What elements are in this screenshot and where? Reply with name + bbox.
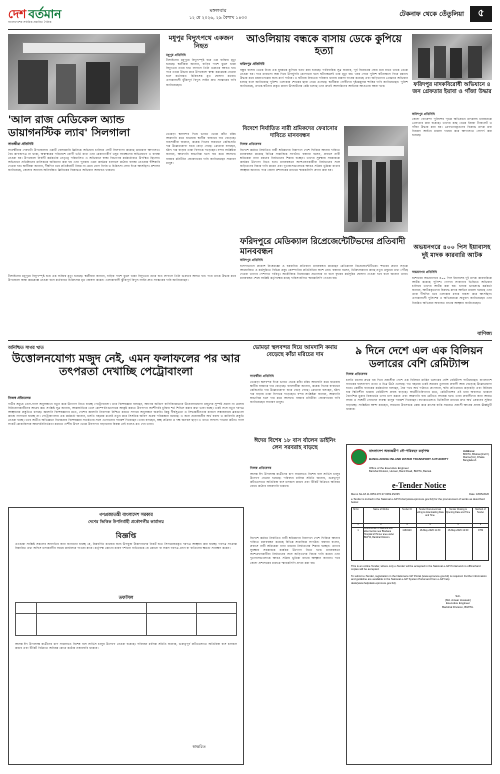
arrest-photo <box>412 34 492 80</box>
biwta-col-works: Name of Works <box>373 509 389 511</box>
power-headline: মধুপুর বিদ্যুৎপথে একজন নিহত <box>168 34 234 50</box>
yaba-body: যশোরের অভয়নগরে ৪০০ পিস ইয়াবাসহ দুই মাদক কারবারিকে আটক করেছে পুলিশ। গোপন সংবাদের ভিত্তিতে অভিযান চালিয়ে তাদের আটক করা হয়। থানার ভারপ্রাপ্ত কর্মকর্তা জানান, আটককৃতদের বিরুদ্ধে মাদক আইনে মামলা হয়েছে এবং তারা দীর্ঘদিন ধরে এলাকায় মাদক ব্যবসা করে আসছিল। এলাকাবাসী পুলিশের এ অভিযানকে সাধুবাদ জানিয়েছেন এবং নিয়মিত অভিযান অব্যাহত রাখার আহ্বান জানিয়েছেন। <box>412 276 492 305</box>
biwta-header-bn: বাংলাদেশ অভ্যন্তরীণ নৌ-পরিবহন কর্তৃপক্ষ <box>369 449 430 453</box>
humanchain-byline: নিজস্ব প্রতিবেদক <box>240 142 262 146</box>
tender-bn-table-title: তফসিল <box>118 596 134 601</box>
section-tag: বাণিজ্য <box>477 331 492 337</box>
masthead-date: ১২ মে ২০২৬, ২৯ বৈশাখ ১৪৩৩ <box>189 16 247 21</box>
masthead-logo-part1: দেশ <box>8 7 27 21</box>
masthead <box>8 6 492 28</box>
biwta-row-closing: 18-May-2026 12:00 <box>447 529 469 532</box>
biwta-sd: Sd/- <box>455 594 461 598</box>
jatri-body: আসন্ন ঈদ উপলক্ষে যাত্রীদের চাপ সামলাতে বিশেষ বাস সার্ভিস চালুর উদ্যোগ নেওয়া হয়েছে। পরিবহন মালিক সমিতি জানায়, গুরুত্বপূর্ণ রুটগুলোতে অতিরিক্ত বাস চলাচল করবে এবং টিকিট বিক্রিতে অনিয়ম রোধে কঠোর নজরদারি থাকবে। <box>250 472 340 489</box>
masthead-section: টেকনাফ থেকে তেঁতুলিয়া <box>399 10 464 18</box>
hospital-body-continued: ভোমড়া স্থলবন্দর দিয়ে ভারত থেকে কাঁচা মরিচ আমদানি কমে যাওয়ায় স্থানীয় বাজারে দাম বেড়েছে। ব্যবসায়ীরা জানান, কয়েক দিনের ব্যবধানে কেজিপ্রতি দাম উল্লেখযোগ্য হারে বেড়ে গেছে। ক্রেতারা বলছেন, হঠাৎ দাম বাড়ায় তারা বিপাকে পড়েছেন। বন্দর সংশ্লিষ্টরা জানান, আমদানি স্বাভাবিক হলে দাম কমে আসবে। বাজার মনিটরিং জোরদারের দাবি জানিয়েছেন সাধারণ মানুষ। <box>166 132 236 165</box>
biwta-colnum-1: 1 <box>357 523 359 526</box>
biwta-colnum-4: 4 <box>429 523 431 526</box>
arrest-byline: ফরিদপুর প্রতিনিধি <box>412 112 435 116</box>
middle-column-filler: বিদেশে কর্মরত নির্যাতিত নারী শ্রমিকদের নিরাপদে দেশে ফিরিয়ে আনার দাবিতে মানববন্ধন করেছে বিভিন্ন সামাজিক সংগঠন। বক্তারা বলেন, প্রবাসে নারী শ্রমিকেরা নানা ধরনের নির্যাতনের শিকার হচ্ছেন। তাদের সুরক্ষায় সরকারকে কার্যকর উদ্যোগ নিতে হবে। মানববন্ধনে অংশগ্রহণকারীরা নির্যাতনের সঙ্গে জড়িতদের বিচার দাবি করেন এবং দূতাবাসগুলোকে আরও সক্রিয় ভূমিকা রাখার আহ্বান জানান। পরে জেলা প্রশাসকের মাধ্যমে স্মারকলিপি প্রদান করা হয়। <box>250 536 340 565</box>
biwta-date: Date: 18/05/2026 <box>469 493 489 496</box>
biwta-intro: e-Tender is invited in the National e-GP Portal (www.eprocure.gov.bd) for the procurement of works as described below: <box>351 498 485 505</box>
remittance-headline: ৯ দিনে দেশে এল এক বিলিয়ন ডলারের বেশি রেমিট্যান্স <box>355 345 483 370</box>
murder-body: বন্ধুর বাসায় ডেকে নিয়ে এক যুবককে কুপিয়ে হত্যা করা হয়েছে। পারিবারিক সূত্র জানায়, পূর্ব বিরোধের জের ধরে রাতে তাকে ডেকে নেওয়া হয়। পরে ধারালো অস্ত্র দিয়ে উপর্যুপরি কোপানো হলে ঘটনাস্থলেই তার মৃত্যু হয়। খবর পেয়ে পুলিশ ঘটনাস্থলে গিয়ে মরদেহ উদ্ধার করে ময়নাতদন্তের জন্য মর্গে পাঠায়। এ ঘটনায় নিহতের পরিবার থানায় মামলা দায়ের করেছে এবং জড়িতদের গ্রেপ্তারে অভিযান চলছে বলে জানিয়েছে পুলিশ। এলাকায় শোকের ছায়া নেমে এসেছে। স্থানীয়রা দোষীদের দৃষ্টান্তমূলক শাস্তির দাবি জানিয়েছেন। পুলিশ জানিয়েছে, তদন্তে ঘটনার প্রকৃত কারণ উদঘাটনের চেষ্টা চলছে এবং দ্রুতই আসামিদের আইনের আওতায় আনা হবে। <box>240 68 408 89</box>
biwta-notice <box>346 444 492 765</box>
biwta-col-id: Tender ID <box>402 509 412 511</box>
page-number-box <box>470 6 492 22</box>
biwta-col-closing: Tender Closing & Opening Date and Time <box>445 509 471 514</box>
tender-bn-table <box>15 602 237 636</box>
tender-bn-signature: স্বাক্ষরিত <box>192 744 206 749</box>
biwta-title: e-Tender Notice <box>392 481 446 490</box>
hospital-body: সাতক্ষীরার দেবহাটা উপজেলায় একটি বেসরকারি ক্লিনিকে অভিযান চালিয়ে সেটি সিলগালা করেছে ভ্রাম্যমাণ আদালত। বৈধ কাগজপত্র না থাকা, অস্বাস্থ্যকর পরিবেশে রোগী ভর্তি রাখা এবং মেয়াদোত্তীর্ণ ওষুধ সংরক্ষণের অভিযোগে এ ব্যবস্থা নেওয়া হয়। উপজেলা নির্বাহী কর্মকর্তার নেতৃত্বে পরিচালিত এ অভিযানে স্বাস্থ্য বিভাগের কর্মকর্তারাও উপস্থিত ছিলেন। অভিযানে প্রতিষ্ঠানের মালিককে জরিমানা করা হয় এবং পুনরায় এমন কার্যক্রম চালালে কঠোর ব্যবস্থা নেওয়ার হুঁশিয়ারি দেওয়া হয়। স্থানীয়রা জানান, দীর্ঘদিন ধরে প্রতিষ্ঠানটি নিয়ম না মেনে রোগ নির্ণয় ও চিকিৎসা সেবা দিয়ে আসছিল। প্রশাসন জানিয়েছে, জেলার অন্যান্য অনিবন্ধিত ক্লিনিকের বিরুদ্ধেও অভিযান অব্যাহত থাকবে। <box>8 148 160 173</box>
tender-bn-org: গণপ্রজাতন্ত্রী বাংলাদেশ সরকার <box>99 513 153 518</box>
tender-bn-title: বিজ্ঞপ্তি <box>115 532 137 540</box>
hospital-headline: 'আল রাজ মেডিকেল অ্যান্ড ডায়াগনস্টিক ল্যাব' সিলগালা <box>8 114 130 139</box>
humanchain-body: বিদেশে কর্মরত নির্যাতিত নারী শ্রমিকদের নিরাপদে দেশে ফিরিয়ে আনার দাবিতে মানববন্ধন করেছে বিভিন্ন সামাজিক সংগঠন। বক্তারা বলেন, প্রবাসে নারী শ্রমিকেরা নানা ধরনের নির্যাতনের শিকার হচ্ছেন। তাদের সুরক্ষায় সরকারকে কার্যকর উদ্যোগ নিতে হবে। মানববন্ধনে অংশগ্রহণকারীরা নির্যাতনের সঙ্গে জড়িতদের বিচার দাবি করেন এবং দূতাবাসগুলোকে আরও সক্রিয় ভূমিকা রাখার আহ্বান জানান। পরে জেলা প্রশাসকের মাধ্যমে স্মারকলিপি প্রদান করা হয়। <box>240 148 340 173</box>
biwta-colnum-2: 2 <box>380 523 382 526</box>
humanchain-photo <box>344 126 408 232</box>
biwta-header-en: BANGLADESH INLAND WATER TRANSPORT AUTHORITY <box>369 457 449 461</box>
biwta-colnum-5: 5 <box>457 523 459 526</box>
tender-bn-body: এতদ্বারা সংশ্লিষ্ট সকলের অবগতির জন্য জানানো যাচ্ছে যে, নিম্নবর্ণিত কাজের জন্য উপযুক্ত ঠিকাদারদের নিকট হতে সিলমোহরকৃত দরপত্র আহ্বান করা যাচ্ছে। দরপত্র সংক্রান্ত বিস্তারিত তথ্য অফিস চলাকালীন সময়ে কার্যালয়ে পাওয়া যাবে। কর্তৃপক্ষ কোনো কারণ দর্শানো ব্যতিরেকে যে কোনো বা সকল দরপত্র গ্রহণ বা বাতিলের ক্ষমতা সংরক্ষণ করেন। <box>15 542 237 551</box>
biwta-row-sl: 1 <box>357 529 359 532</box>
petrobangla-headline: উত্তোলনযোগ্য মজুদ নেই, এমন ফলাফলের পর আর তৎপরতা দেখাচ্ছি পেট্রোবাংলা <box>11 352 240 378</box>
biwta-seal <box>351 449 367 465</box>
biwta-colnum-3: 3 <box>406 523 408 526</box>
jatri-headline: ঈদের বিশেষ ১৮ বাস র্যালেন ডাইনিং লেন সরবরাহ বাড়ছে <box>254 438 336 451</box>
biwta-footer2: To submit e-Tender, registration in the National e GP Portal (www.eprocure.gov.bd) is required. Further information and guideline are available in the National e-GP System Portal and from e-GP help desk(www.helpdesk.eprocure.gov.bd). <box>351 575 487 585</box>
tender-bn-extra: আসন্ন ঈদ উপলক্ষে যাত্রীদের চাপ সামলাতে বিশেষ বাস সার্ভিস চালুর উদ্যোগ নেওয়া হয়েছে। পরিবহন মালিক সমিতি জানায়, গুরুত্বপূর্ণ রুটগুলোতে অতিরিক্ত বাস চলাচল করবে এবং টিকিট বিক্রিতে অনিয়ম রোধে কঠোর নজরদারি থাকবে। <box>15 642 237 651</box>
biwta-office: Office of the Executive Engineer <box>369 466 409 470</box>
vegetable-body: ভোমড়া স্থলবন্দর দিয়ে ভারত থেকে কাঁচা মরিচ আমদানি কমে যাওয়ায় স্থানীয় বাজারে দাম বেড়েছে। ব্যবসায়ীরা জানান, কয়েক দিনের ব্যবধানে কেজিপ্রতি দাম উল্লেখযোগ্য হারে বেড়ে গেছে। ক্রেতারা বলছেন, হঠাৎ দাম বাড়ায় তারা বিপাকে পড়েছেন। বন্দর সংশ্লিষ্টরা জানান, আমদানি স্বাভাবিক হলে দাম কমে আসবে। বাজার মনিটরিং জোরদারের দাবি জানিয়েছেন সাধারণ মানুষ। <box>250 380 340 405</box>
masthead-day: মঙ্গলবার <box>209 8 227 14</box>
biwta-row-selling: 18-May-2026 11:30 <box>419 529 441 532</box>
yaba-byline: অভয়নগর প্রতিনিধি <box>412 270 438 274</box>
biwta-col-selling: Tender Document last selling & downloading Date and Time <box>416 509 444 517</box>
power-body: টাঙ্গাইলের মধুপুরে বিদ্যুৎস্পৃষ্ট হয়ে এক ব্যক্তির মৃত্যু হয়েছে। স্থানীয়রা জানান, বাড়ির পাশে ঝুলে থাকা বিদ্যুতের তারে হাত লাগলে তিনি গুরুতর আহত হন। পরে তাকে উদ্ধার করে উপজেলা স্বাস্থ্য কমপ্লেক্সে নেওয়া হলে কর্তব্যরত চিকিৎসক মৃত ঘোষণা করেন। এলাকাবাসী ঝুঁকিপূর্ণ বিদ্যুৎ লাইন দ্রুত সংস্কারের দাবি জানিয়েছেন। <box>166 58 236 87</box>
arrest-headline: ফরিদপুর মাদকবিরোধী অভিযানে ৪ জন গ্রেফতার ইয়াবা ও গাঁজা উদ্ধার <box>412 82 492 95</box>
hospital-photo <box>8 34 160 110</box>
biwta-signature-block <box>427 595 489 609</box>
biwta-signer: (Md. Anwar Hossain) <box>445 597 471 602</box>
vegetable-byline: সাতক্ষীরা প্রতিনিধি <box>250 374 274 378</box>
biwta-col-sl: Sl No <box>353 509 359 511</box>
humanchain-headline: বিদেশে নির্যাতিত নারী শ্রমিকদের ফেরানোর দাবিতে মানববন্ধন <box>242 126 338 139</box>
petrobangla-byline: নিজস্ব প্রতিবেদক <box>8 396 31 400</box>
biwta-memo: Memo No-18.11.0653.276.37.0069.25/235 <box>351 493 400 496</box>
power-byline: মধুপুর প্রতিনিধি <box>166 53 186 57</box>
petrobangla-body: গভীর সমুদ্রে তেল-গ্যাস অনুসন্ধানে নতুন করে উদ্যোগ নিতে যাচ্ছে পেট্রোবাংলা। তবে বিশেষজ্ঞরা বলছেন, আগের জরিপে বাণিজ্যিকভাবে উত্তোলনযোগ্য মজুদের সুস্পষ্ট প্রমাণ না মেলায় বিনিয়োগকারীদের আগ্রহ কম। সংশ্লিষ্ট সূত্র জানায়, আন্তর্জাতিক তেল কোম্পানিগুলোকে আকৃষ্ট করতে উৎপাদন অংশীদারি চুক্তির শর্ত শিথিল করার কথা ভাবা হচ্ছে। একই সঙ্গে নতুন দরপত্র আহ্বানের প্রস্তুতিও চলছে। জ্বালানি বিশেষজ্ঞদের মতে, দেশের জ্বালানি নিরাপত্তা নিশ্চিত করতে সাগরে অনুসন্ধান জরুরি। কিন্তু দীর্ঘসূত্রতা ও সিদ্ধান্তহীনতার কারণে সম্ভাবনাময় ব্লকগুলো কাজে লাগানো যাচ্ছে না। পেট্রোবাংলার এক কর্মকর্তা জানান, চলতি বছরের মধ্যেই নতুন করে সিসমিক জরিপ শুরুর পরিকল্পনা রয়েছে। এ জন্য প্রয়োজনীয় অর্থ বরাদ্দ ও কারিগরি প্রস্তুতি নেওয়া হচ্ছে। তবে অতীত অভিজ্ঞতা বিবেচনায় বিশেষজ্ঞরা সতর্কতার সঙ্গে এগোনোর পরামর্শ দিয়েছেন। তারা বলছেন, স্বচ্ছ প্রক্রিয়া ও দক্ষ জনবল ছাড়া এ খাতে সাফল্য পাওয়া কঠিন। গ্যাস সংকট মোকাবিলায় আমদানিনির্ভরতা কমাতে দেশীয় উৎস থেকে উৎপাদন বাড়ানোর বিকল্প নেই বলেও মত দেন তারা। <box>8 402 244 427</box>
masthead-logo <box>8 6 61 20</box>
murder-byline: ফরিদপুর প্রতিনিধি <box>240 62 265 66</box>
masthead-logo-part2: বর্তমান <box>28 7 62 21</box>
medrep-headline: ফরিদপুরে মেডিক্যাল রিপ্রেজেন্টেটিভদের প্রতিবাদী মানববন্ধন <box>240 236 406 256</box>
medrep-byline: ফরিদপুর প্রতিনিধি <box>240 258 263 262</box>
arrest-body: জেলা গোয়েন্দা পুলিশের পৃথক অভিযানে মাদকসহ চারজনকে গ্রেফতার করা হয়েছে। তাদের কাছ থেকে ইয়াবা ট্যাবলেট ও গাঁজা উদ্ধার করা হয়। গ্রেফতারকৃতদের বিরুদ্ধে মাদক দ্রব্য নিয়ন্ত্রণ আইনে মামলা দায়ের করে আদালতে সোপর্দ করা হয়েছে। <box>412 117 492 138</box>
hospital-byline: সাতক্ষীরা প্রতিনিধি <box>8 142 34 146</box>
biwta-address: BIWTA, Bhaban(2nd fl.) Marine(CA), Dhaka Bangladesh <box>463 453 490 463</box>
petrobangla-kicker: অনিশ্চিত সাগর খাত <box>8 346 44 351</box>
biwta-row-method: OTM <box>477 529 484 532</box>
biwta-row-id: 1161920 <box>402 529 412 532</box>
biwta-division-sig: Barishal Division, BIWTA. <box>442 604 474 609</box>
masthead-tagline: বাংলাদেশের সর্বাধিক প্রচারিত দৈনিক <box>8 20 52 24</box>
medrep-body: হাসপাতালে প্রবেশে নিষেধাজ্ঞা ও হয়রানির প্রতিবাদে মানববন্ধন করেছেন মেডিক্যাল রিপ্রেজেন্টেটিভরা। শহরের প্রধান সড়কে আয়োজিত এ কর্মসূচিতে বিভিন্ন ওষুধ কোম্পানির প্রতিনিধিরা অংশ নেন। বক্তারা বলেন, চিকিৎসকদের কাছে নতুন ওষুধের তথ্য পৌঁছে দেওয়া তাদের পেশাগত দায়িত্ব। অযৌক্তিক নিষেধাজ্ঞা প্রত্যাহার না হলে বৃহত্তর কর্মসূচির ঘোষণা দেওয়া হবে বলে জানান তারা। মানববন্ধন শেষে সংশ্লিষ্ট কর্তৃপক্ষের কাছে দাবিসংবলিত স্মারকলিপি দেওয়া হয়। <box>240 264 408 281</box>
biwta-table <box>351 507 489 561</box>
murder-headline: আওলিয়ায় বন্ধকে বাসায় ডেকে কুপিয়ে হত্যা <box>246 34 402 57</box>
vegetable-headline: ভোমড়া স্থলবন্দর দিয়ে আমদানি কমায় বেড়েছে কাঁচা মরিচের দাম <box>252 345 338 358</box>
biwta-footer1: This is an online Tender, where only e-Tender will be accepted in the National e-GP Portal and no offline/hard copies will be accepted. <box>351 565 481 572</box>
biwta-division: Barishal Division, Hunser, Band Road, BIWTA, Barisal. <box>369 470 432 473</box>
tender-bn-office: দেশের ভিত্তিক উপনির্বাহী প্রকৌশলীর কার্যালয় <box>88 519 164 524</box>
remittance-body: চলতি মাসের প্রথম নয় দিনে প্রবাসীরা দেশে এক বিলিয়ন মার্কিন ডলারের বেশি রেমিট্যান্স পাঠিয়েছেন। বাংলাদেশ ব্যাংকের হালনাগাদ তথ্যে এ চিত্র উঠে এসেছে। গত বছরের একই সময়ের তুলনায় প্রবাসী আয় বেড়েছে উল্লেখযোগ্য হারে। কেন্দ্রীয় ব্যাংকের কর্মকর্তারা বলছেন, বৈধ পথে অর্থ পাঠাতে প্রণোদনা, হুন্ডি প্রতিরোধে কড়াকড়ি এবং বিনিময় হার স্থিতিশীল থাকায় রেমিট্যান্স প্রবাহ বাড়ছে। অর্থনীতিবিদদের মতে, রেমিট্যান্সের এই ধারা অব্যাহত থাকলে বৈদেশিক মুদ্রার রিজার্ভের ওপর চাপ কমবে এবং আমদানি ব্যয় মেটাতে সহায়ক হবে। তারা প্রবাসীদের জন্য আরও সহজ ও সাশ্রয়ী লেনদেন ব্যবস্থা চালুর পরামর্শ দিয়েছেন। ব্যাংকগুলোও ডিজিটাল মাধ্যমে দ্রুত অর্থ প্রেরণের সুবিধা বাড়াচ্ছে। সংশ্লিষ্টরা আশা করছেন, সামনের উৎসবকে কেন্দ্র করে মাসের বাকি সময়েও প্রবাসী আয়ের প্রবাহ ঊর্ধ্বমুখী থাকবে। <box>346 378 492 411</box>
hospital-body-tail: টাঙ্গাইলের মধুপুরে বিদ্যুৎস্পৃষ্ট হয়ে এক ব্যক্তির মৃত্যু হয়েছে। স্থানীয়রা জানান, বাড়ির পাশে ঝুলে থাকা বিদ্যুতের তারে হাত লাগলে তিনি গুরুতর আহত হন। পরে তাকে উদ্ধার করে উপজেলা স্বাস্থ্য কমপ্লেক্সে নেওয়া হলে কর্তব্যরত চিকিৎসক মৃত ঘোষণা করেন। এলাকাবাসী ঝুঁকিপূর্ণ বিদ্যুৎ লাইন দ্রুত সংস্কারের দাবি জানিয়েছেন। <box>8 274 236 283</box>
yaba-headline: অভয়নগরে ৪০০ পিস ইয়াবাসহ দুই মাদক কারবারি আটক <box>413 244 491 259</box>
biwta-col-method: Method of Tender <box>475 509 486 514</box>
remittance-byline: নিজস্ব প্রতিবেদক <box>346 372 368 376</box>
biwta-colnum-6: 6 <box>479 523 482 526</box>
section-divider <box>8 340 492 341</box>
biwta-designation: Executive Engineer <box>445 601 471 606</box>
masthead-divider <box>8 29 492 30</box>
tender-bn-notice <box>8 507 244 765</box>
biwta-row-work: Construction of Barrack with allied works near Bhabana Hospital of Hinner area under BIWTA, Barishal Division. <box>364 528 395 539</box>
biwta-address-label: Address: <box>463 449 476 453</box>
jatri-byline: নিজস্ব প্রতিবেদক <box>250 466 272 470</box>
page-number: ৫ <box>477 7 485 19</box>
